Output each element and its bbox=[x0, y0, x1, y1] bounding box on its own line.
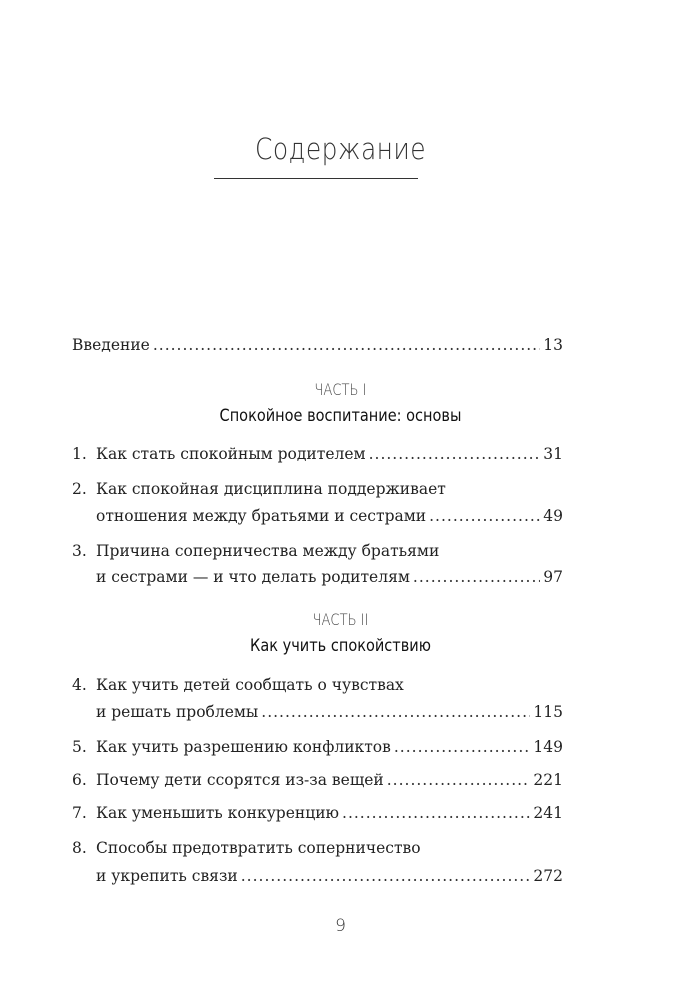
dot-leader bbox=[394, 734, 531, 760]
entry-text: Способы предотвратить соперничество bbox=[96, 839, 421, 857]
dot-leader bbox=[413, 564, 540, 590]
toc-entry bbox=[72, 767, 563, 793]
dot-leader bbox=[261, 699, 530, 725]
entry-number: 3. bbox=[72, 542, 87, 560]
dot-leader bbox=[241, 863, 531, 889]
toc-entry-continued bbox=[96, 699, 563, 725]
toc-entry-intro bbox=[72, 332, 563, 358]
toc-entry-continued bbox=[96, 503, 563, 529]
entry-page: 97 bbox=[543, 568, 563, 586]
dot-leader bbox=[369, 441, 541, 467]
toc-entry-continued bbox=[96, 564, 563, 590]
toc-entry bbox=[72, 835, 563, 861]
entry-number: 7. bbox=[72, 804, 87, 822]
toc-entry bbox=[72, 672, 563, 698]
page-title: Содержание bbox=[254, 132, 427, 166]
entry-page: 49 bbox=[543, 507, 563, 525]
entry-text: Как учить детей сообщать о чувствах bbox=[96, 676, 404, 694]
page-number: 9 bbox=[335, 916, 346, 936]
entry-text: отношения между братьями и сестрами bbox=[96, 507, 427, 525]
toc-entry bbox=[72, 476, 563, 502]
entry-number: 6. bbox=[72, 771, 87, 789]
dot-leader bbox=[387, 767, 531, 793]
part-label: ЧАСТЬ II bbox=[312, 610, 369, 629]
entry-number: 8. bbox=[72, 839, 87, 857]
entry-page: 115 bbox=[533, 703, 563, 721]
entry-number: 2. bbox=[72, 480, 87, 498]
dot-leader bbox=[342, 800, 530, 826]
entry-page: 272 bbox=[533, 867, 563, 885]
dot-leader bbox=[153, 332, 540, 358]
entry-number: 1. bbox=[72, 445, 87, 463]
entry-page: 149 bbox=[533, 738, 563, 756]
toc-entry bbox=[72, 538, 563, 564]
entry-text: и сестрами — и что делать родителям bbox=[96, 568, 410, 586]
toc-entry-continued bbox=[96, 863, 563, 889]
entry-page: 31 bbox=[543, 445, 563, 463]
part-title: Как учить спокойствию bbox=[250, 636, 431, 655]
entry-text: и решать проблемы bbox=[96, 703, 259, 721]
entry-text: Причина соперничества между братьями bbox=[96, 542, 440, 560]
toc-entry bbox=[72, 441, 563, 467]
entry-text: и укрепить связи bbox=[96, 867, 238, 885]
entry-number: 5. bbox=[72, 738, 87, 756]
entry-page: 13 bbox=[543, 336, 563, 354]
entry-text: Как стать спокойным родителем bbox=[96, 445, 366, 463]
entry-text: Как учить разрешению конфликтов bbox=[96, 738, 391, 756]
entry-text: Как уменьшить конкуренцию bbox=[96, 804, 340, 822]
part-label: ЧАСТЬ I bbox=[314, 380, 367, 399]
toc-entry bbox=[72, 800, 563, 826]
entry-page: 221 bbox=[533, 771, 563, 789]
entry-text: Как спокойная дисциплина поддерживает bbox=[96, 480, 446, 498]
entry-page: 241 bbox=[533, 804, 563, 822]
toc-entry bbox=[72, 734, 563, 760]
dot-leader bbox=[429, 503, 540, 529]
part-title: Спокойное воспитание: основы bbox=[219, 406, 462, 425]
entry-text: Введение bbox=[72, 336, 150, 354]
title-underline bbox=[214, 178, 418, 179]
entry-text: Почему дети ссорятся из-за вещей bbox=[96, 771, 384, 789]
entry-number: 4. bbox=[72, 676, 87, 694]
